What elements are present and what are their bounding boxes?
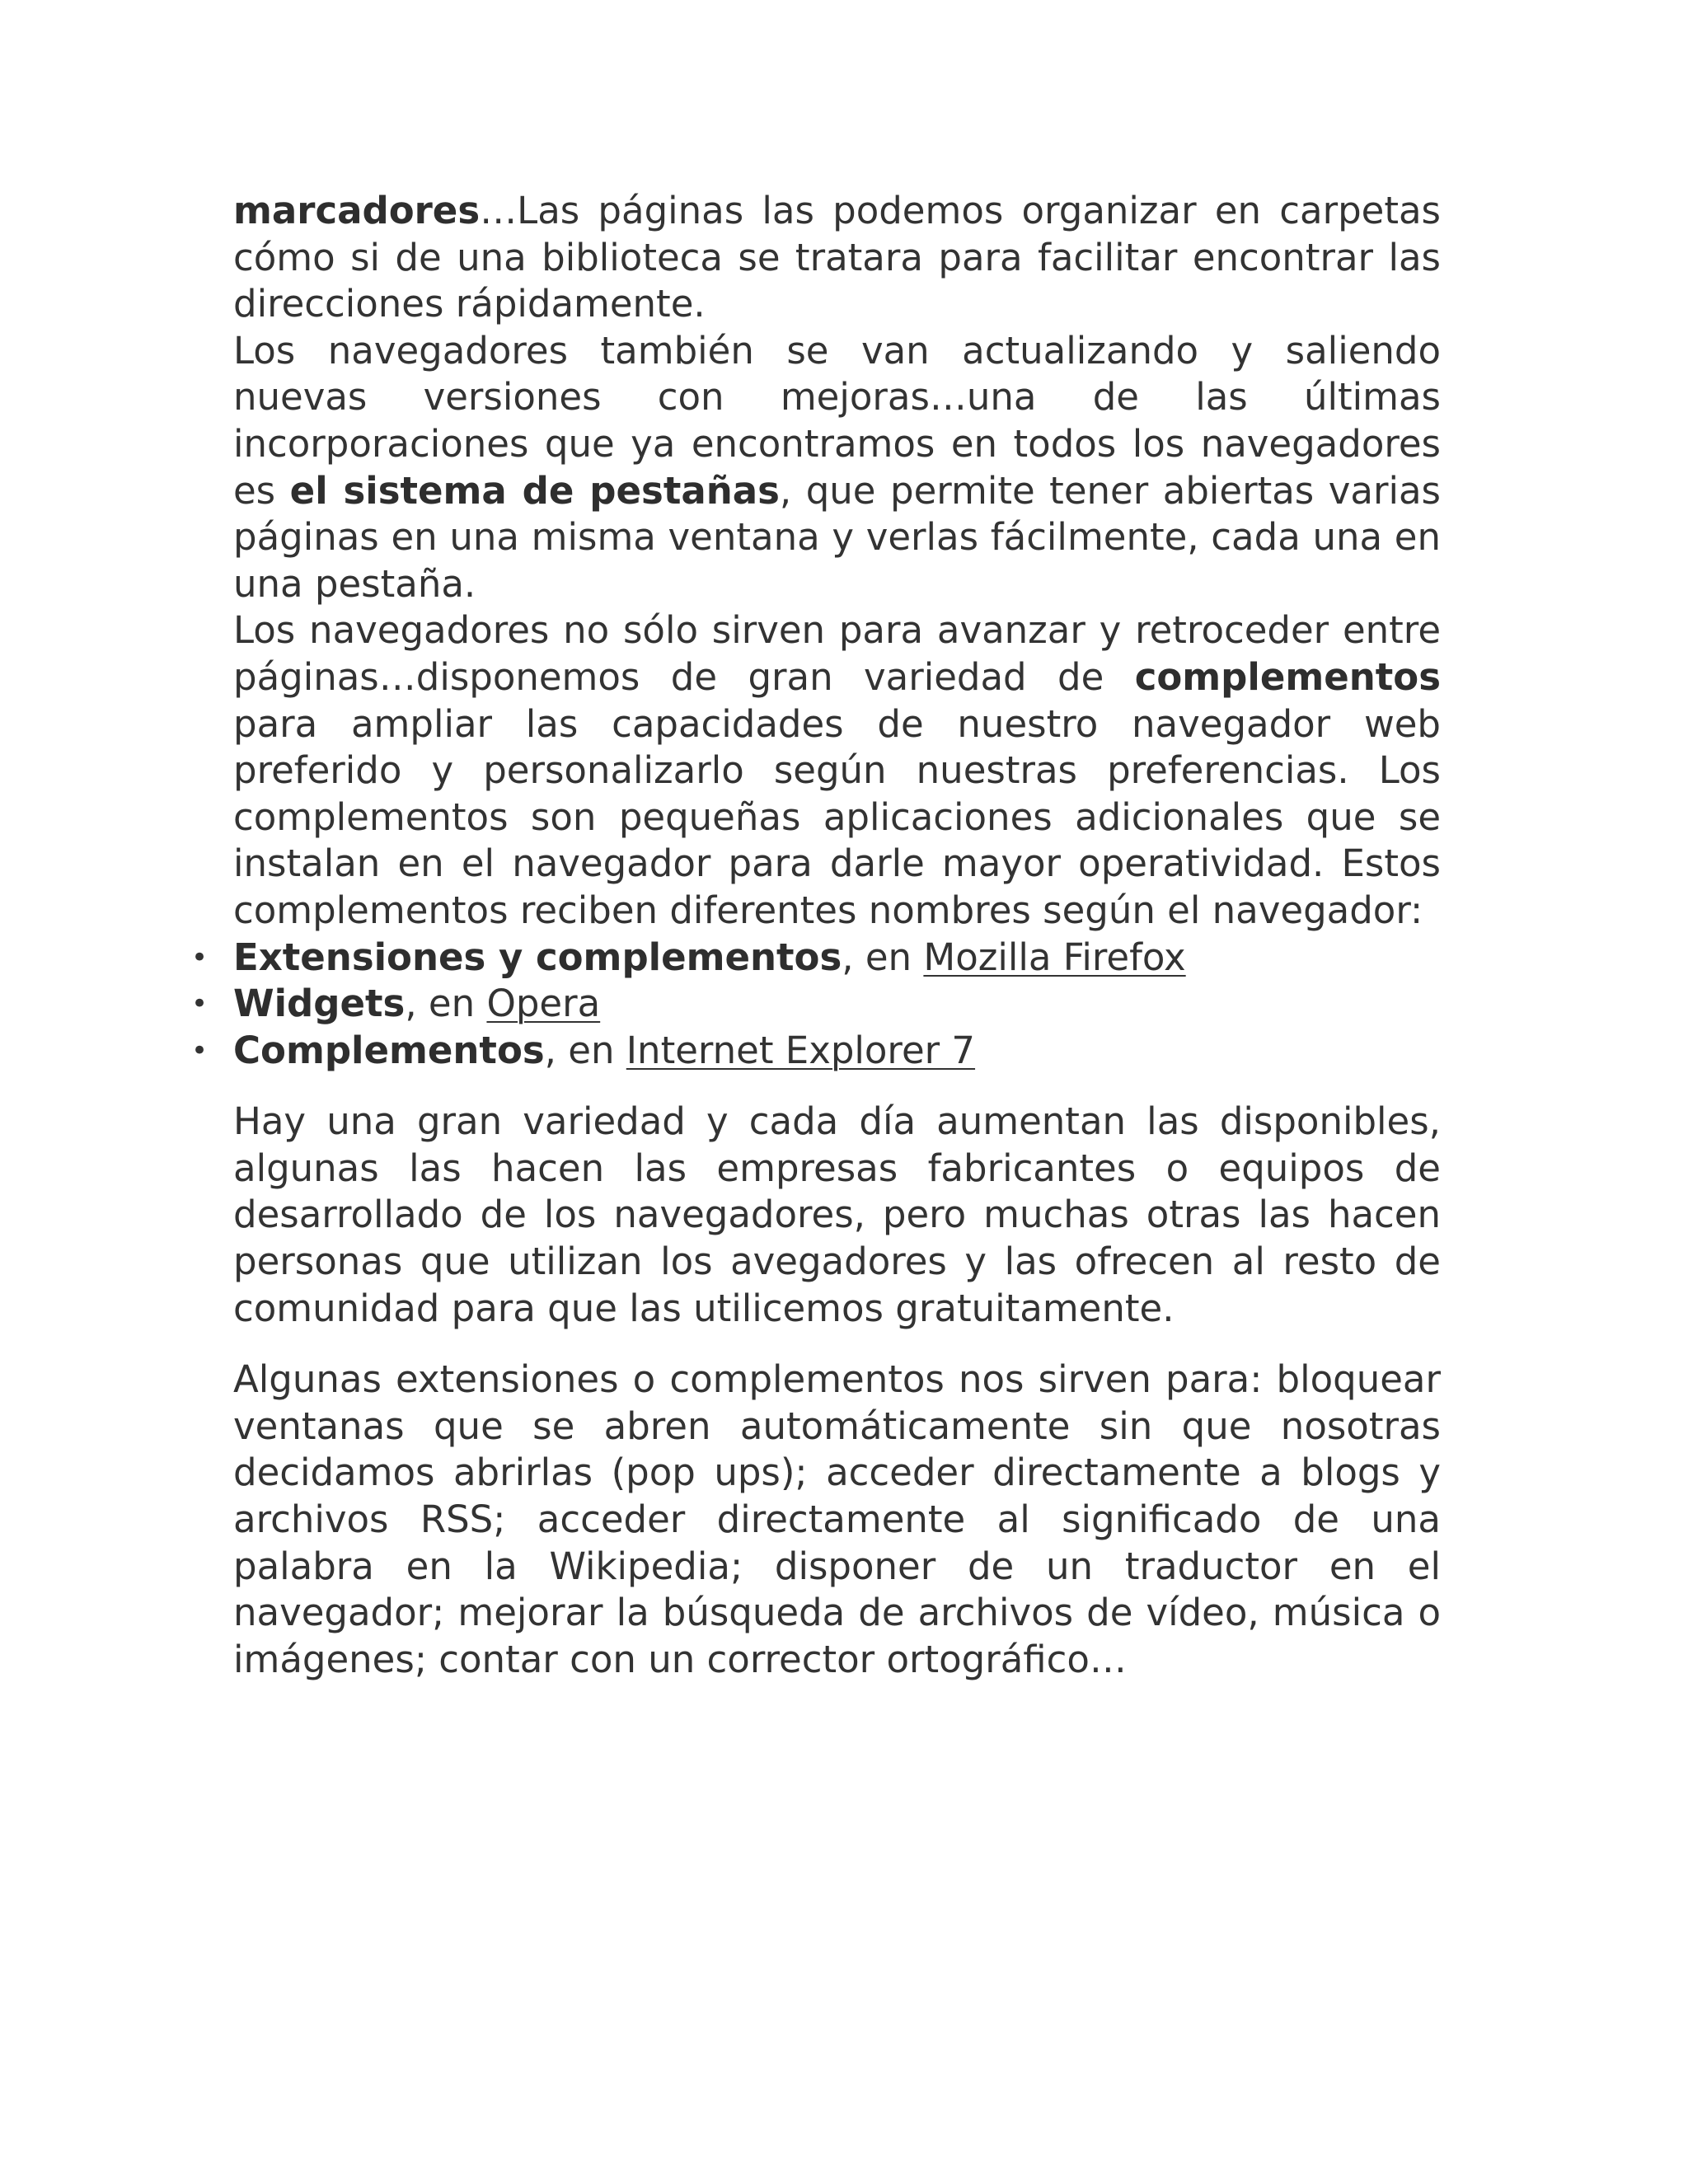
paragraph-pestanas: [233, 328, 1441, 608]
list-item: [190, 935, 1441, 982]
list-item-sep: , en: [544, 1028, 626, 1072]
list-item-term: Extensiones y complementos: [233, 935, 842, 979]
bold-term-marcadores: marcadores: [233, 189, 481, 232]
bullet-icon: •: [190, 940, 209, 974]
paragraph-variedad: Hay una gran variedad y cada día aumentan las disponibles, algunas las hacen las empresas fabricantes o equipos de desarrollado de los navegadores, pero muchas otras las hacen personas que utilizan los avegadores y las ofrecen al resto de comunidad para que las utilicemos gratuitamente.: [233, 1099, 1441, 1330]
browser-addons-list: [190, 935, 1441, 1075]
link-opera[interactable]: Opera: [486, 982, 601, 1026]
paragraph-text: , que permite tener abiertas varias páginas en una misma ventana y verlas fácilmente, cada una en una pestaña.: [233, 468, 1442, 606]
bullet-icon: •: [190, 1033, 209, 1067]
bold-term-complementos: complementos: [1134, 654, 1441, 699]
document-page: [190, 188, 1442, 1683]
paragraph-complementos: [233, 607, 1441, 934]
paragraph-marcadores: [233, 188, 1441, 328]
list-item: [190, 981, 1441, 1028]
paragraph-text: …Las páginas las podemos organizar en carpetas cómo si de una biblioteca se tratara para facilitar encontrar las direcciones rápidamente.: [233, 189, 1441, 326]
link-internet-explorer-7[interactable]: Internet Explorer 7: [626, 1028, 976, 1072]
paragraph-text: Los navegadores también se van actualizando y saliendo nuevas versiones con mejoras…una de las últimas incorporaciones que ya encontramos en todos los navegadores es: [233, 328, 1441, 513]
paragraph-text: Los navegadores no sólo sirven para avanzar y retroceder entre páginas…disponemos de gran variedad de: [233, 608, 1441, 699]
link-mozilla-firefox[interactable]: Mozilla Firefox: [923, 935, 1186, 979]
list-item-sep: , en: [842, 935, 924, 979]
paragraph-extensiones: Algunas extensiones o complementos nos sirven para: bloquear ventanas que se abren automáticamente sin que nosotras decidamos abrirlas (pop ups); acceder directamente a blogs y archivos RSS; acceder directamente al significado de una palabra en la Wikipedia; disponer de un traductor en el navegador; mejorar la búsqueda de archivos de vídeo, música o imágenes; contar con un corrector ortográfico…: [233, 1357, 1441, 1681]
bold-term-pestanas: el sistema de pestañas: [289, 468, 780, 513]
list-item-term: Widgets: [233, 982, 406, 1026]
paragraph-text: para ampliar las capacidades de nuestro navegador web preferido y personalizarlo según nuestras preferencias. Los complementos son pequeñas aplicaciones adicionales que se instalan en el navegador para darle mayor operatividad. Estos complementos reciben diferentes nombres según el navegador:: [233, 701, 1441, 932]
list-item: [190, 1028, 1441, 1075]
list-item-term: Complementos: [233, 1028, 545, 1072]
bullet-icon: •: [190, 987, 209, 1021]
list-item-sep: , en: [405, 982, 487, 1026]
